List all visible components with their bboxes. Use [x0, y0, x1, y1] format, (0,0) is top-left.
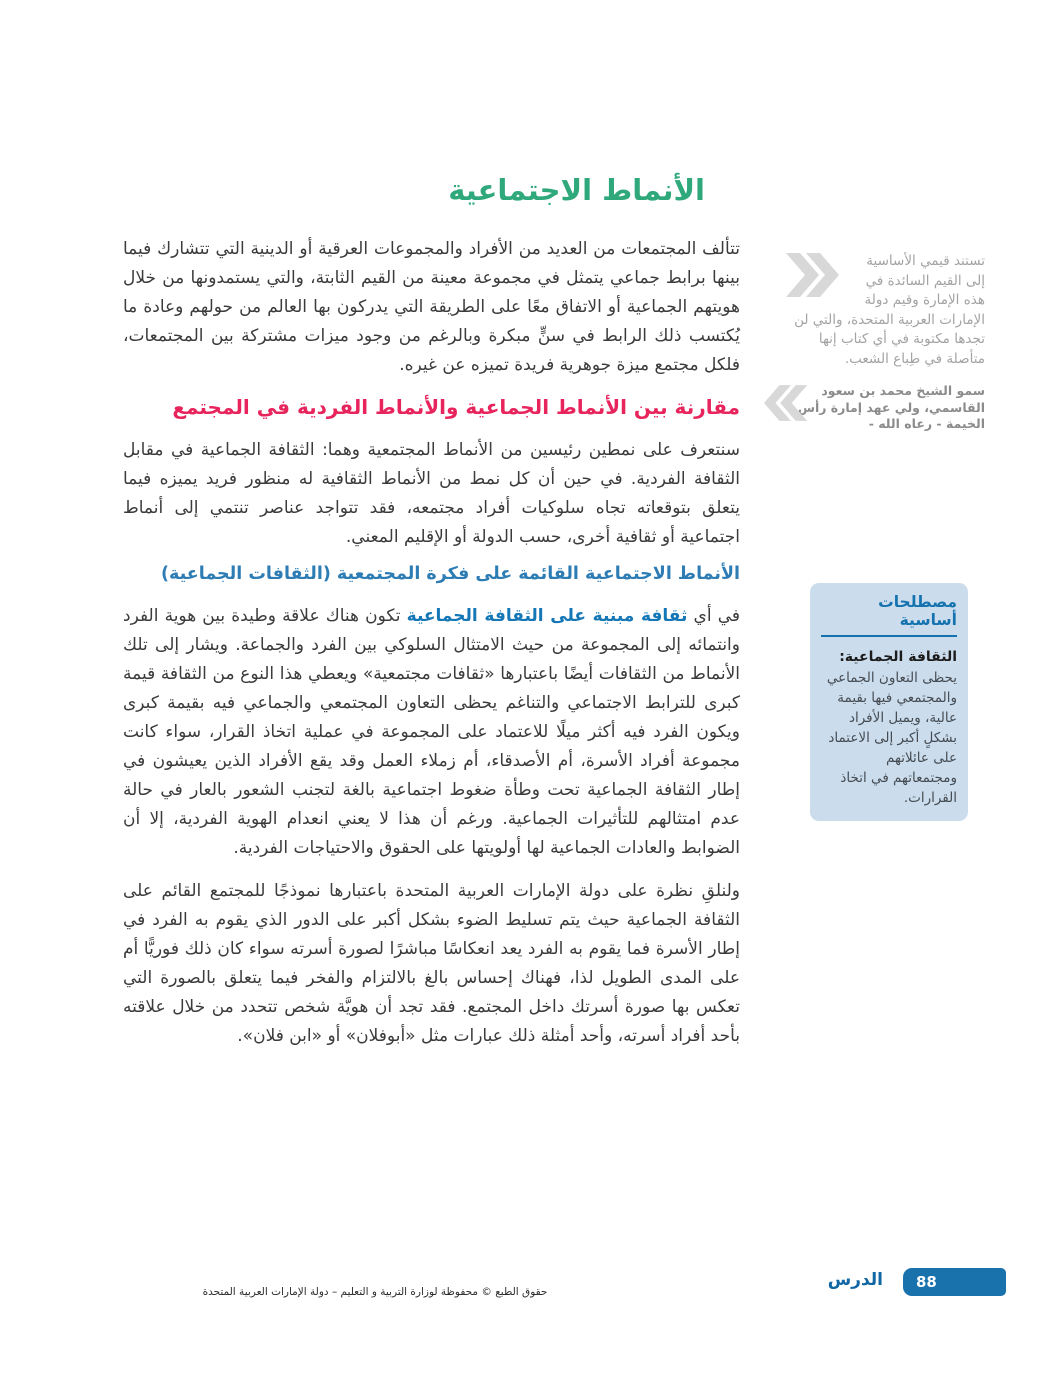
main-text-column — [123, 172, 740, 1051]
page-number: 88 — [916, 1273, 937, 1291]
page-title: الأنماط الاجتماعية — [448, 173, 705, 207]
paragraph-rest: تكون هناك علاقة وطيدة بين هوية الفرد وانتمائه إلى المجموعة من حيث الامتثال السلوكي بين الفرد والجماعة. ويشار إلى تلك الأنماط من الثقافات أيضًا باعتبارها «ثقافات مجتمعية» ويعطي هذا النوع من الثقافة قيمة كبرى للترابط الاجتماعي والتناغم يحظى التعاون المجتمعي والجماعي فيه بقيمة كبرى ويكون الفرد فيه أكثر ميلًا للاعتماد على المجموعة في عملية اتخاذ القرار، سواء كانت مجموعة أفراد الأسرة، أم الأصدقاء، أم زملاء العمل وقد يقع الأفراد الذين يعيشون في إطار الثقافة الجماعية تحت وطأة ضغوط اجتماعية بالغة لتجنب الشعور بالعار في حالة عدم امتثالهم للتأثيرات الجماعية. ورغم أن هذا لا يعني انعدام الهوية الفردية، إلا أن الضوابط والعادات الجماعية لها أولويتها على الحقوق والاحتياجات الفردية. — [123, 606, 740, 859]
section-subheading-collective: الأنماط الاجتماعية القائمة على فكرة المجتمعية (الثقافات الجماعية) — [161, 564, 740, 585]
uae-example-paragraph: ولنلقِ نظرة على دولة الإمارات العربية المتحدة باعتبارها نموذجًا للمجتمع القائم على الثقافة الجماعية حيث يتم تسليط الضوء بشكل أكبر على الدور الذي يقوم به الفرد في إطار الأسرة فما يقوم به الفرد يعد انعكاسًا مباشرًا لصورة أسرته سواء كان ذلك فوريًّا أم على المدى الطويل لذا، فهناك إحساس بالغ بالالتزام والفخر فيما يتعلق بالصورة التي تعكس بها صورة أسرتك داخل المجتمع. فقد تجد أن هويَّة شخص تتحدد من خلال علاقته بأحد أفراد أسرته، وأحد أمثلة ذلك عبارات مثل «أبوفلان» أو «ابن فلان». — [123, 881, 740, 1047]
term-title: الثقافة الجماعية: — [839, 649, 957, 665]
key-terms-header: مصطلحات أساسية — [821, 593, 957, 637]
comparison-paragraph: سنتعرف على نمطين رئيسين من الأنماط المجتمعية وهما: الثقافة الجماعية في مقابل الثقافة الفردية. في حين أن كل نمط من الأنماط الثقافية له منظور فريد يميزه فيما يتعلق بتوقعاته تجاه سلوكيات أفراد مجتمعه، فقد تتواجد عناصر تنتمي إلى أنماط اجتماعية أو ثقافية أخرى، حسب الدولة أو الإقليم المعني. — [123, 440, 740, 548]
quote-text-content: تستند قيمي الأساسية إلى القيم السائدة في هذه الإمارة وقيم دولة الإمارات العربية المتحدة، والتي لن تجدها مكتوبة في أي كتاب إنها متأصلة في طِباع الشعب. — [794, 253, 985, 367]
quote-block — [785, 252, 985, 433]
lesson-label: الدرس — [827, 1270, 883, 1290]
quote-attribution: سمو الشيخ محمد بن سعود القاسمي، ولي عهد إمارة رأس الخيمة - رعاه الله - — [797, 383, 985, 431]
intro-paragraph: تتألف المجتمعات من العديد من الأفراد والمجموعات العرقية أو الدينية التي تتشارك فيما بينها برابط جماعي يتمثل في مجموعة معينة من القيم الثابتة، والتي يستمدونها من خلال هويتهم الجماعية أو الاتفاق معًا على الطريقة التي يدركون بها العالم من حولهم وعادة ما يُكتسب ذلك الرابط في سنٍّ مبكرة وبالرغم من وجود ميزات مشتركة بين المجتمعات، فلكل مجتمع ميزة جوهرية فريدة تميزه عن غيره. — [123, 239, 740, 376]
collective-culture-highlight: ثقافة مبنية على الثقافة الجماعية — [406, 606, 688, 627]
section-heading-comparison: مقارنة بين الأنماط الجماعية والأنماط الفردية في المجتمع — [172, 395, 740, 420]
copyright-text: حقوق الطبع © محفوظة لوزارة التربية و التعليم – دولة الإمارات العربية المتحدة — [202, 1286, 548, 1298]
paragraph-lead: في أي — [687, 606, 740, 627]
term-definition: يحظى التعاون الجماعي والمجتمعي فيها بقيمة عالية، ويميل الأفراد بشكلٍ أكبر إلى الاعتماد على عائلاتهم ومجتمعاتهم في اتخاذ القرارات. — [826, 670, 957, 806]
quote-text — [785, 252, 985, 369]
collective-culture-paragraph — [123, 602, 740, 863]
quote-open-icon — [785, 252, 839, 298]
quote-close-icon — [764, 384, 808, 426]
page-number-badge — [903, 1268, 1006, 1296]
key-terms-box — [810, 583, 968, 821]
